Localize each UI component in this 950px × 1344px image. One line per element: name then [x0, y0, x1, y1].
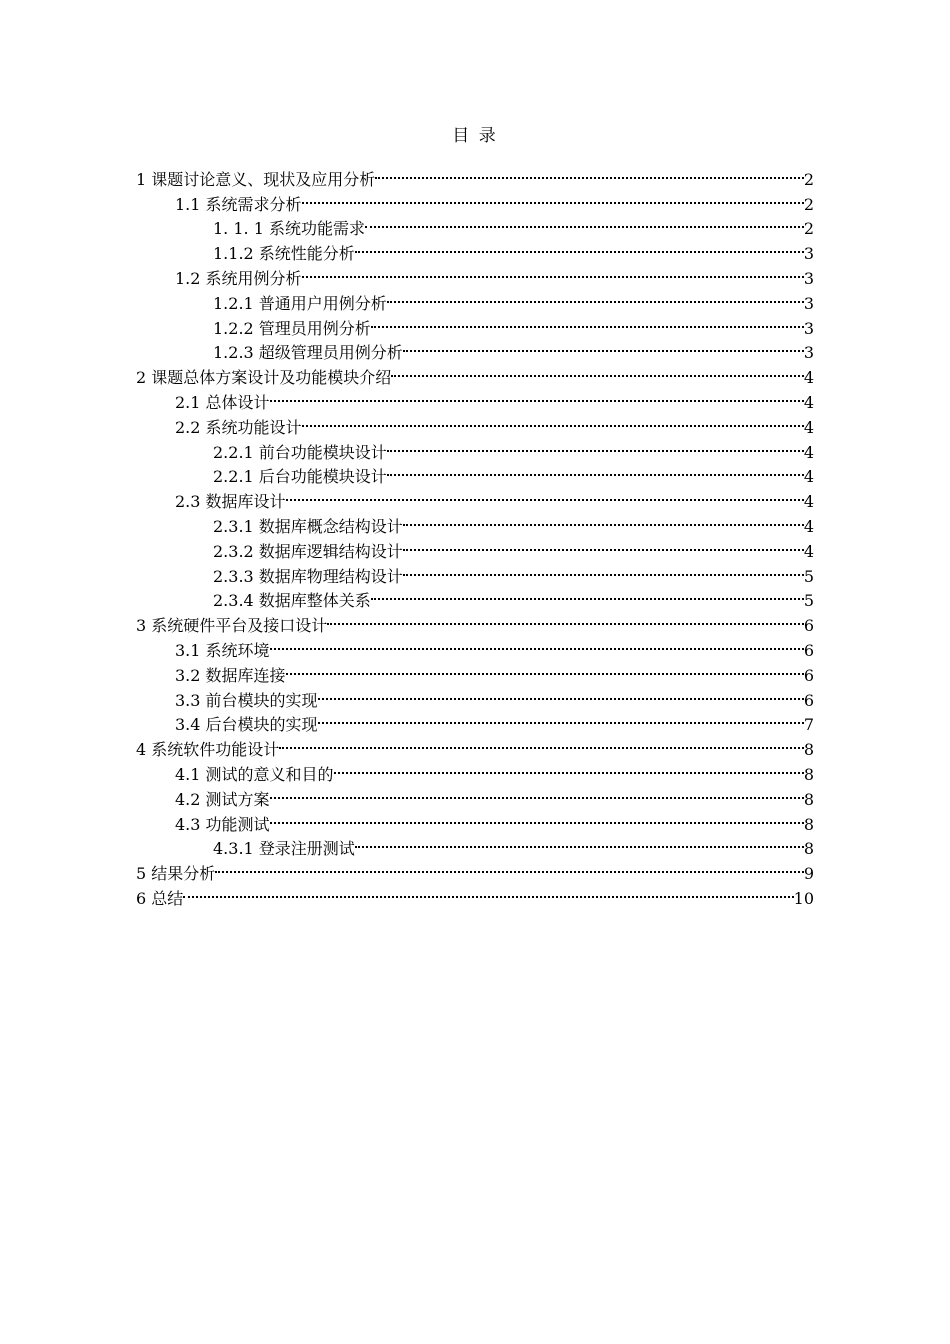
- toc-entry-label: 3.3 前台模块的实现: [175, 690, 318, 710]
- toc-entry[interactable]: [136, 879, 814, 908]
- toc-entry[interactable]: [136, 160, 814, 189]
- toc-entry-label: 2.3.2 数据库逻辑结构设计: [213, 541, 403, 561]
- toc-entry-label: 4.1 测试的意义和目的: [175, 764, 334, 784]
- toc-entry-label: 1 课题讨论意义、现状及应用分析: [136, 169, 376, 189]
- toc-entry-label: 1.2.3 超级管理员用例分析: [213, 343, 403, 363]
- toc-entry-page-number: 4: [803, 467, 814, 487]
- toc-entry-page-number: 3: [803, 343, 814, 363]
- toc-dot-leader: [387, 284, 804, 309]
- toc-entry-page-number: 4: [803, 442, 814, 462]
- toc-entry-page-number: 2: [803, 194, 814, 214]
- toc-entry-label: 4.3 功能测试: [175, 814, 270, 834]
- toc-entry-page-number: 6: [803, 616, 814, 636]
- toc-entry-page-number: 9: [803, 864, 814, 884]
- toc-entry-label: 2.3.3 数据库物理结构设计: [213, 566, 403, 586]
- toc-entry-page-number: 3: [803, 293, 814, 313]
- toc-entry-label: 3.2 数据库连接: [175, 665, 286, 685]
- toc-entry-page-number: 4: [803, 417, 814, 437]
- table-of-contents: [136, 160, 814, 908]
- toc-entry-label: 6 总结: [136, 888, 184, 908]
- toc-dot-leader: [403, 557, 804, 582]
- toc-entry-page-number: 3: [803, 318, 814, 338]
- toc-entry-label: 2.1 总体设计: [175, 392, 270, 412]
- toc-dot-leader: [391, 358, 804, 383]
- toc-dot-leader: [387, 433, 804, 458]
- toc-entry-label: 5 结果分析: [136, 864, 216, 884]
- toc-entry-page-number: 5: [803, 566, 814, 586]
- toc-dot-leader: [355, 234, 804, 259]
- toc-dot-leader: [302, 259, 804, 284]
- toc-entry-label: 2 课题总体方案设计及功能模块介绍: [136, 368, 392, 388]
- toc-entry-label: 1.2.2 管理员用例分析: [213, 318, 371, 338]
- toc-dot-leader: [183, 879, 793, 904]
- toc-entry-page-number: 8: [803, 740, 814, 760]
- toc-dot-leader: [371, 582, 804, 607]
- toc-entry-page-number: 2: [803, 169, 814, 189]
- toc-entry-label: 1.2 系统用例分析: [175, 268, 302, 288]
- toc-dot-leader: [327, 606, 804, 631]
- toc-dot-leader: [365, 210, 804, 235]
- toc-dot-leader: [286, 482, 804, 507]
- toc-entry-page-number: 4: [803, 516, 814, 536]
- toc-entry-label: 2.3.1 数据库概念结构设计: [213, 516, 403, 536]
- toc-entry-page-number: 3: [803, 244, 814, 264]
- toc-entry-label: 4 系统软件功能设计: [136, 740, 280, 760]
- toc-entry-label: 2.2.1 后台功能模块设计: [213, 467, 387, 487]
- toc-dot-leader: [318, 681, 804, 706]
- toc-entry-page-number: 8: [803, 839, 814, 859]
- toc-dot-leader: [403, 532, 804, 557]
- toc-dot-leader: [403, 507, 804, 532]
- toc-title: 目 录: [452, 126, 498, 146]
- toc-entry-label: 2.3.4 数据库整体关系: [213, 591, 371, 611]
- toc-entry-page-number: 8: [803, 814, 814, 834]
- toc-entry-page-number: 8: [803, 764, 814, 784]
- toc-entry-label: 1.1 系统需求分析: [175, 194, 302, 214]
- toc-entry-label: 1.2.1 普通用户用例分析: [213, 293, 387, 313]
- toc-entry-label: 3 系统硬件平台及接口设计: [136, 616, 328, 636]
- toc-dot-leader: [371, 309, 804, 334]
- toc-dot-leader: [270, 805, 804, 830]
- toc-entry-label: 4.2 测试方案: [175, 789, 270, 809]
- toc-entry-page-number: 6: [803, 640, 814, 660]
- toc-entry-page-number: 4: [803, 541, 814, 561]
- toc-entry-label: 2.2 系统功能设计: [175, 417, 302, 437]
- toc-dot-leader: [215, 854, 804, 879]
- toc-entry-page-number: 4: [803, 368, 814, 388]
- toc-dot-leader: [334, 755, 804, 780]
- toc-dot-leader: [403, 334, 804, 359]
- toc-entry-label: 4.3.1 登录注册测试: [213, 839, 355, 859]
- toc-entry-label: 3.1 系统环境: [175, 640, 270, 660]
- toc-entry-label: 2.2.1 前台功能模块设计: [213, 442, 387, 462]
- toc-dot-leader: [375, 160, 804, 185]
- toc-dot-leader: [270, 631, 804, 656]
- toc-entry-page-number: 10: [793, 888, 814, 908]
- toc-dot-leader: [302, 185, 804, 210]
- toc-entry-page-number: 8: [803, 789, 814, 809]
- toc-entry[interactable]: [136, 854, 814, 884]
- toc-entry-page-number: 7: [803, 715, 814, 735]
- toc-dot-leader: [387, 458, 804, 483]
- toc-dot-leader: [355, 830, 804, 855]
- toc-entry-page-number: 6: [803, 665, 814, 685]
- toc-dot-leader: [270, 383, 804, 408]
- toc-entry-page-number: 4: [803, 492, 814, 512]
- toc-entry-label: 3.4 后台模块的实现: [175, 715, 318, 735]
- toc-dot-leader: [270, 780, 804, 805]
- toc-entry-page-number: 6: [803, 690, 814, 710]
- toc-dot-leader: [286, 656, 804, 681]
- toc-entry-page-number: 4: [803, 392, 814, 412]
- toc-entry-page-number: 2: [803, 219, 814, 239]
- toc-dot-leader: [318, 706, 804, 731]
- toc-entry-page-number: 5: [803, 591, 814, 611]
- toc-dot-leader: [302, 408, 804, 433]
- toc-entry-label: 2.3 数据库设计: [175, 492, 286, 512]
- toc-entry-label: 1.1.2 系统性能分析: [213, 244, 355, 264]
- toc-entry-label: 1. 1. 1 系统功能需求: [213, 219, 365, 239]
- toc-entry-page-number: 3: [803, 268, 814, 288]
- toc-dot-leader: [279, 730, 804, 755]
